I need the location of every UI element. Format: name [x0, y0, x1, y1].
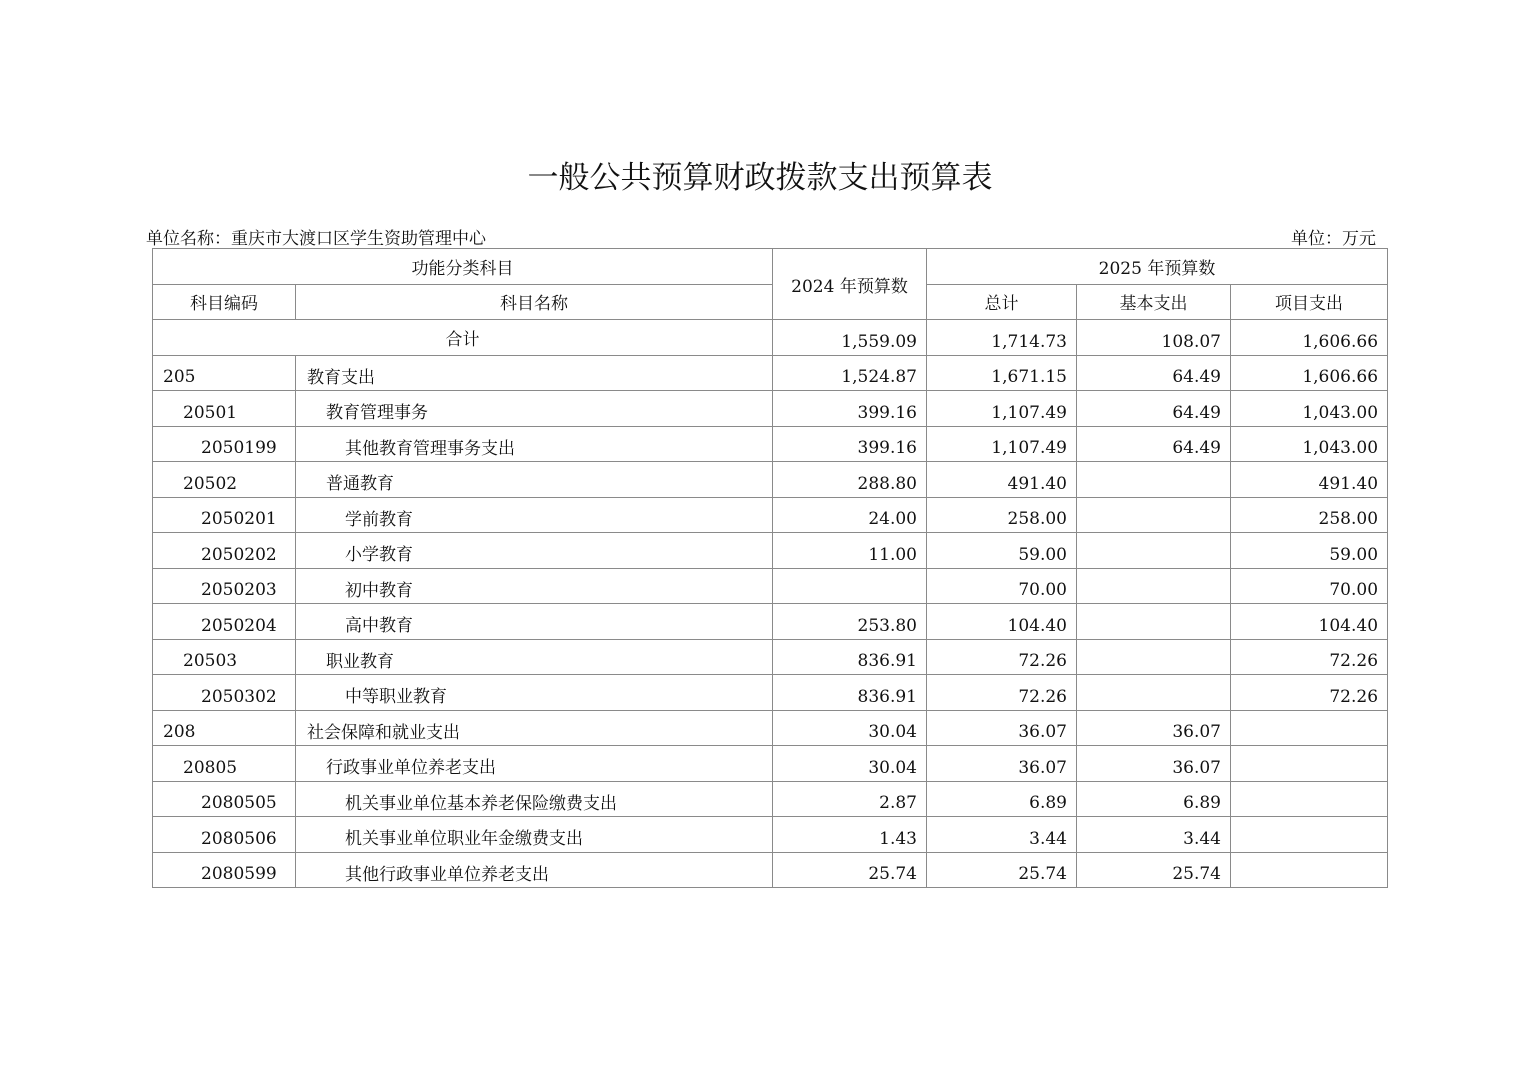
row-budget-2025-total: 1,107.49: [927, 391, 1077, 427]
header-budget-2024: 2024 年预算数: [773, 249, 927, 320]
row-budget-2024: 2.87: [773, 781, 927, 817]
row-budget-2025-basic: [1077, 675, 1231, 711]
header-functional-category: 功能分类科目: [153, 249, 773, 285]
row-budget-2025-total: 104.40: [927, 604, 1077, 640]
total-row: [153, 320, 1388, 356]
row-budget-2025-basic: 3.44: [1077, 817, 1231, 853]
table-row: [153, 781, 1388, 817]
row-budget-2025-basic: 25.74: [1077, 852, 1231, 888]
row-budget-2024: 30.04: [773, 746, 927, 782]
currency-unit-label: 单位：万元: [1291, 229, 1376, 249]
row-budget-2025-basic: [1077, 604, 1231, 640]
row-name: 职业教育: [296, 639, 773, 675]
total-budget-2025-basic: 108.07: [1077, 320, 1231, 356]
row-code: 2050199: [153, 426, 296, 462]
row-name: 教育支出: [296, 355, 773, 391]
row-budget-2025-project: 258.00: [1231, 497, 1388, 533]
row-budget-2024: [773, 568, 927, 604]
table-row: [153, 426, 1388, 462]
row-code: 2050204: [153, 604, 296, 640]
row-budget-2025-project: [1231, 852, 1388, 888]
row-code: 205: [153, 355, 296, 391]
total-budget-2025-project: 1,606.66: [1231, 320, 1388, 356]
row-name: 小学教育: [296, 533, 773, 569]
row-budget-2025-total: 25.74: [927, 852, 1077, 888]
row-name: 其他行政事业单位养老支出: [296, 852, 773, 888]
budget-table: [152, 248, 1388, 888]
row-budget-2025-total: 72.26: [927, 639, 1077, 675]
row-code: 2050201: [153, 497, 296, 533]
row-code: 2050202: [153, 533, 296, 569]
header-basic: 基本支出: [1077, 284, 1231, 320]
row-budget-2024: 1.43: [773, 817, 927, 853]
row-name: 高中教育: [296, 604, 773, 640]
table-row: [153, 675, 1388, 711]
row-name: 机关事业单位职业年金缴费支出: [296, 817, 773, 853]
table-row: [153, 817, 1388, 853]
row-budget-2024: 253.80: [773, 604, 927, 640]
row-name: 初中教育: [296, 568, 773, 604]
row-name: 教育管理事务: [296, 391, 773, 427]
table-row: [153, 497, 1388, 533]
row-budget-2024: 24.00: [773, 497, 927, 533]
row-budget-2025-basic: 64.49: [1077, 426, 1231, 462]
row-name: 行政事业单位养老支出: [296, 746, 773, 782]
row-budget-2025-project: 59.00: [1231, 533, 1388, 569]
table-row: [153, 355, 1388, 391]
total-label: 合计: [153, 320, 773, 356]
row-budget-2025-project: [1231, 746, 1388, 782]
row-budget-2024: 399.16: [773, 391, 927, 427]
row-budget-2025-total: 59.00: [927, 533, 1077, 569]
row-budget-2025-basic: 36.07: [1077, 746, 1231, 782]
row-budget-2025-total: 491.40: [927, 462, 1077, 498]
table-row: [153, 533, 1388, 569]
row-budget-2024: 1,524.87: [773, 355, 927, 391]
header-total: 总计: [927, 284, 1077, 320]
unit-name-label: 单位名称：重庆市大渡口区学生资助管理中心: [146, 229, 486, 249]
row-budget-2025-total: 36.07: [927, 746, 1077, 782]
row-budget-2025-project: 1,043.00: [1231, 426, 1388, 462]
header-project: 项目支出: [1231, 284, 1388, 320]
header-row-1: [153, 249, 1388, 285]
table-row: [153, 746, 1388, 782]
total-budget-2025-total: 1,714.73: [927, 320, 1077, 356]
row-budget-2025-total: 72.26: [927, 675, 1077, 711]
table-row: [153, 604, 1388, 640]
row-code: 2050203: [153, 568, 296, 604]
row-budget-2025-basic: [1077, 568, 1231, 604]
row-budget-2025-basic: 36.07: [1077, 710, 1231, 746]
row-code: 2080505: [153, 781, 296, 817]
row-budget-2025-basic: 64.49: [1077, 355, 1231, 391]
row-budget-2024: 836.91: [773, 675, 927, 711]
header-budget-2025: 2025 年预算数: [927, 249, 1388, 285]
table-row: [153, 852, 1388, 888]
row-code: 2050302: [153, 675, 296, 711]
table-row: [153, 568, 1388, 604]
row-budget-2025-project: [1231, 781, 1388, 817]
row-budget-2025-project: [1231, 710, 1388, 746]
row-budget-2025-project: 72.26: [1231, 639, 1388, 675]
row-name: 学前教育: [296, 497, 773, 533]
row-name: 机关事业单位基本养老保险缴费支出: [296, 781, 773, 817]
row-budget-2025-basic: [1077, 533, 1231, 569]
row-budget-2024: 399.16: [773, 426, 927, 462]
row-budget-2025-total: 258.00: [927, 497, 1077, 533]
unit-info-line: [146, 224, 1376, 248]
row-name: 中等职业教育: [296, 675, 773, 711]
header-name: 科目名称: [296, 284, 773, 320]
row-code: 20501: [153, 391, 296, 427]
header-row-2: [153, 284, 1388, 320]
row-budget-2025-project: 1,043.00: [1231, 391, 1388, 427]
row-code: 20502: [153, 462, 296, 498]
row-budget-2024: 25.74: [773, 852, 927, 888]
row-budget-2025-basic: [1077, 497, 1231, 533]
row-budget-2025-total: 70.00: [927, 568, 1077, 604]
row-budget-2025-project: [1231, 817, 1388, 853]
row-code: 2080506: [153, 817, 296, 853]
total-budget-2024: 1,559.09: [773, 320, 927, 356]
row-budget-2025-basic: [1077, 462, 1231, 498]
row-budget-2025-basic: [1077, 639, 1231, 675]
row-budget-2024: 288.80: [773, 462, 927, 498]
row-code: 208: [153, 710, 296, 746]
table-row: [153, 391, 1388, 427]
row-budget-2025-project: 1,606.66: [1231, 355, 1388, 391]
row-budget-2025-total: 36.07: [927, 710, 1077, 746]
row-budget-2024: 30.04: [773, 710, 927, 746]
row-name: 其他教育管理事务支出: [296, 426, 773, 462]
header-code: 科目编码: [153, 284, 296, 320]
row-budget-2025-total: 3.44: [927, 817, 1077, 853]
row-budget-2025-total: 1,107.49: [927, 426, 1077, 462]
row-code: 2080599: [153, 852, 296, 888]
table-row: [153, 710, 1388, 746]
row-budget-2025-total: 6.89: [927, 781, 1077, 817]
row-name: 社会保障和就业支出: [296, 710, 773, 746]
row-budget-2024: 836.91: [773, 639, 927, 675]
row-budget-2025-basic: 6.89: [1077, 781, 1231, 817]
row-code: 20805: [153, 746, 296, 782]
table-row: [153, 462, 1388, 498]
row-budget-2024: 11.00: [773, 533, 927, 569]
row-budget-2025-project: 491.40: [1231, 462, 1388, 498]
row-budget-2025-basic: 64.49: [1077, 391, 1231, 427]
row-budget-2025-project: 104.40: [1231, 604, 1388, 640]
row-code: 20503: [153, 639, 296, 675]
table-row: [153, 639, 1388, 675]
row-name: 普通教育: [296, 462, 773, 498]
row-budget-2025-total: 1,671.15: [927, 355, 1077, 391]
row-budget-2025-project: 72.26: [1231, 675, 1388, 711]
row-budget-2025-project: 70.00: [1231, 568, 1388, 604]
page-title: 一般公共预算财政拨款支出预算表: [527, 160, 993, 196]
